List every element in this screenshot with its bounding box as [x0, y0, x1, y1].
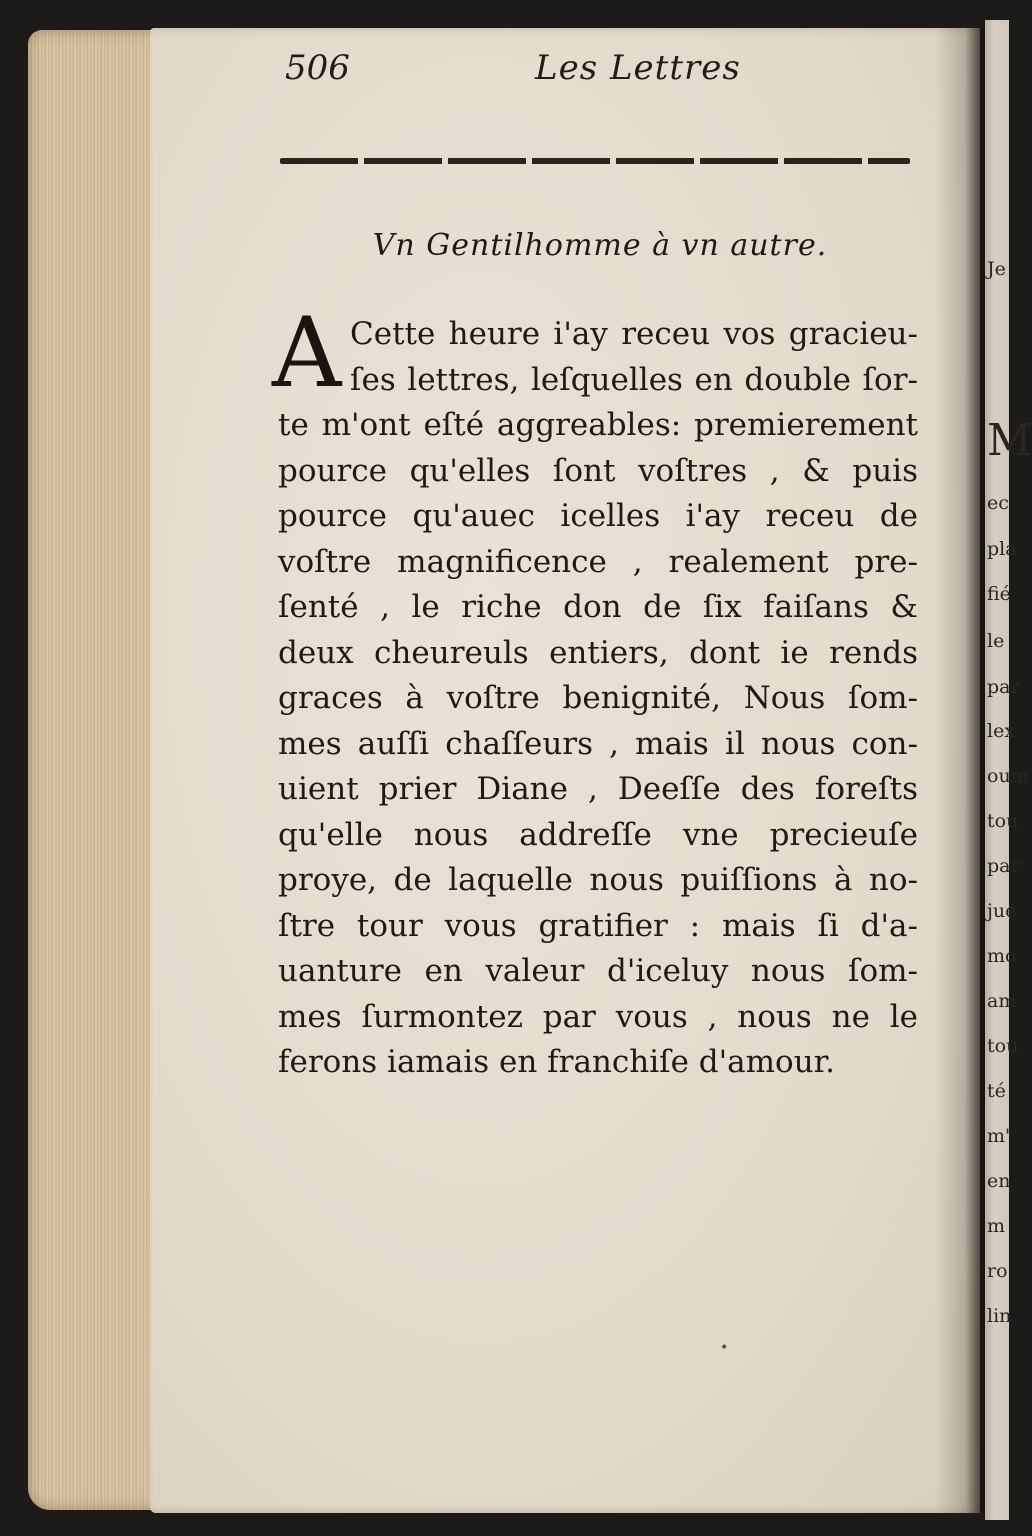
- header-rule: [280, 158, 910, 164]
- ink-speck: •: [720, 1340, 729, 1356]
- facing-fragment: ec: [987, 492, 1009, 514]
- facing-page: [985, 20, 1032, 1520]
- facing-fragment: en: [987, 1170, 1011, 1192]
- letter-title: Vn Gentilhomme à vn autre.: [372, 228, 828, 263]
- text-line: uient prier Diane , Deeſſe des foreſts: [278, 771, 918, 807]
- text-line: pource qu'elles ſont voſtres , & puis: [278, 452, 918, 489]
- text-line: graces à voſtre benignité, Nous ſom-: [278, 680, 918, 716]
- facing-fragment: m': [987, 1125, 1011, 1147]
- facing-fragment: oum: [987, 765, 1029, 787]
- facing-fragment: ro: [987, 1260, 1008, 1282]
- facing-fragment: lex: [987, 720, 1016, 742]
- letter-body: [278, 312, 918, 1086]
- text-line: voſtre magnificence , realement pre-: [278, 543, 918, 580]
- facing-fragment: le: [987, 630, 1005, 652]
- text-line: mes auſſi chaſſeurs , mais il nous con-: [278, 725, 918, 762]
- text-line: te m'ont eſté aggreables: premierement: [278, 407, 918, 443]
- facing-fragment: lin: [987, 1305, 1012, 1327]
- facing-fragment: tou: [987, 1035, 1019, 1057]
- text-line: deux cheureuls entiers, dont ie rends: [278, 634, 918, 671]
- book-gutter: [935, 28, 985, 1513]
- text-line: ſenté , le riche don de ſix faiſans &: [278, 589, 918, 625]
- text-line: uanture en valeur d'iceluy nous ſom-: [278, 953, 918, 989]
- facing-fragment: pla: [987, 538, 1017, 560]
- text-line: ſes lettres, leſquelles en double ſor-: [350, 361, 918, 398]
- text-line: ſtre tour vous gratifier : mais ſi d'a-: [278, 907, 918, 944]
- running-head: Les Lettres: [535, 48, 741, 88]
- facing-fragment: fié: [987, 583, 1011, 605]
- facing-fragment: M: [987, 415, 1032, 466]
- text-line: ferons iamais en franchiſe d'amour.: [278, 1044, 835, 1080]
- facing-page-text: [985, 20, 1032, 1520]
- facing-fragment: par: [987, 855, 1020, 877]
- facing-fragment: jue: [987, 900, 1017, 922]
- facing-fragment: Je: [987, 258, 1006, 280]
- page-header: [285, 48, 925, 98]
- facing-fragment: mo: [987, 945, 1017, 967]
- facing-fragment: tou: [987, 810, 1019, 832]
- facing-fragment: m: [987, 1215, 1006, 1237]
- facing-fragment: par: [987, 676, 1020, 698]
- text-line: Cette heure i'ay receu vos gracieu-: [350, 316, 918, 352]
- facing-fragment: am: [987, 990, 1017, 1012]
- text-line: mes ſurmontez par vous , nous ne le: [278, 998, 918, 1035]
- drop-cap: A: [272, 297, 342, 409]
- page-number: 506: [285, 48, 350, 88]
- text-line: proye, de laquelle nous puiſſions à no-: [278, 862, 918, 898]
- facing-fragment: té: [987, 1080, 1006, 1102]
- text-line: pource qu'auec icelles i'ay receu de: [278, 498, 918, 534]
- text-line: qu'elle nous addreſſe vne precieuſe: [278, 816, 918, 853]
